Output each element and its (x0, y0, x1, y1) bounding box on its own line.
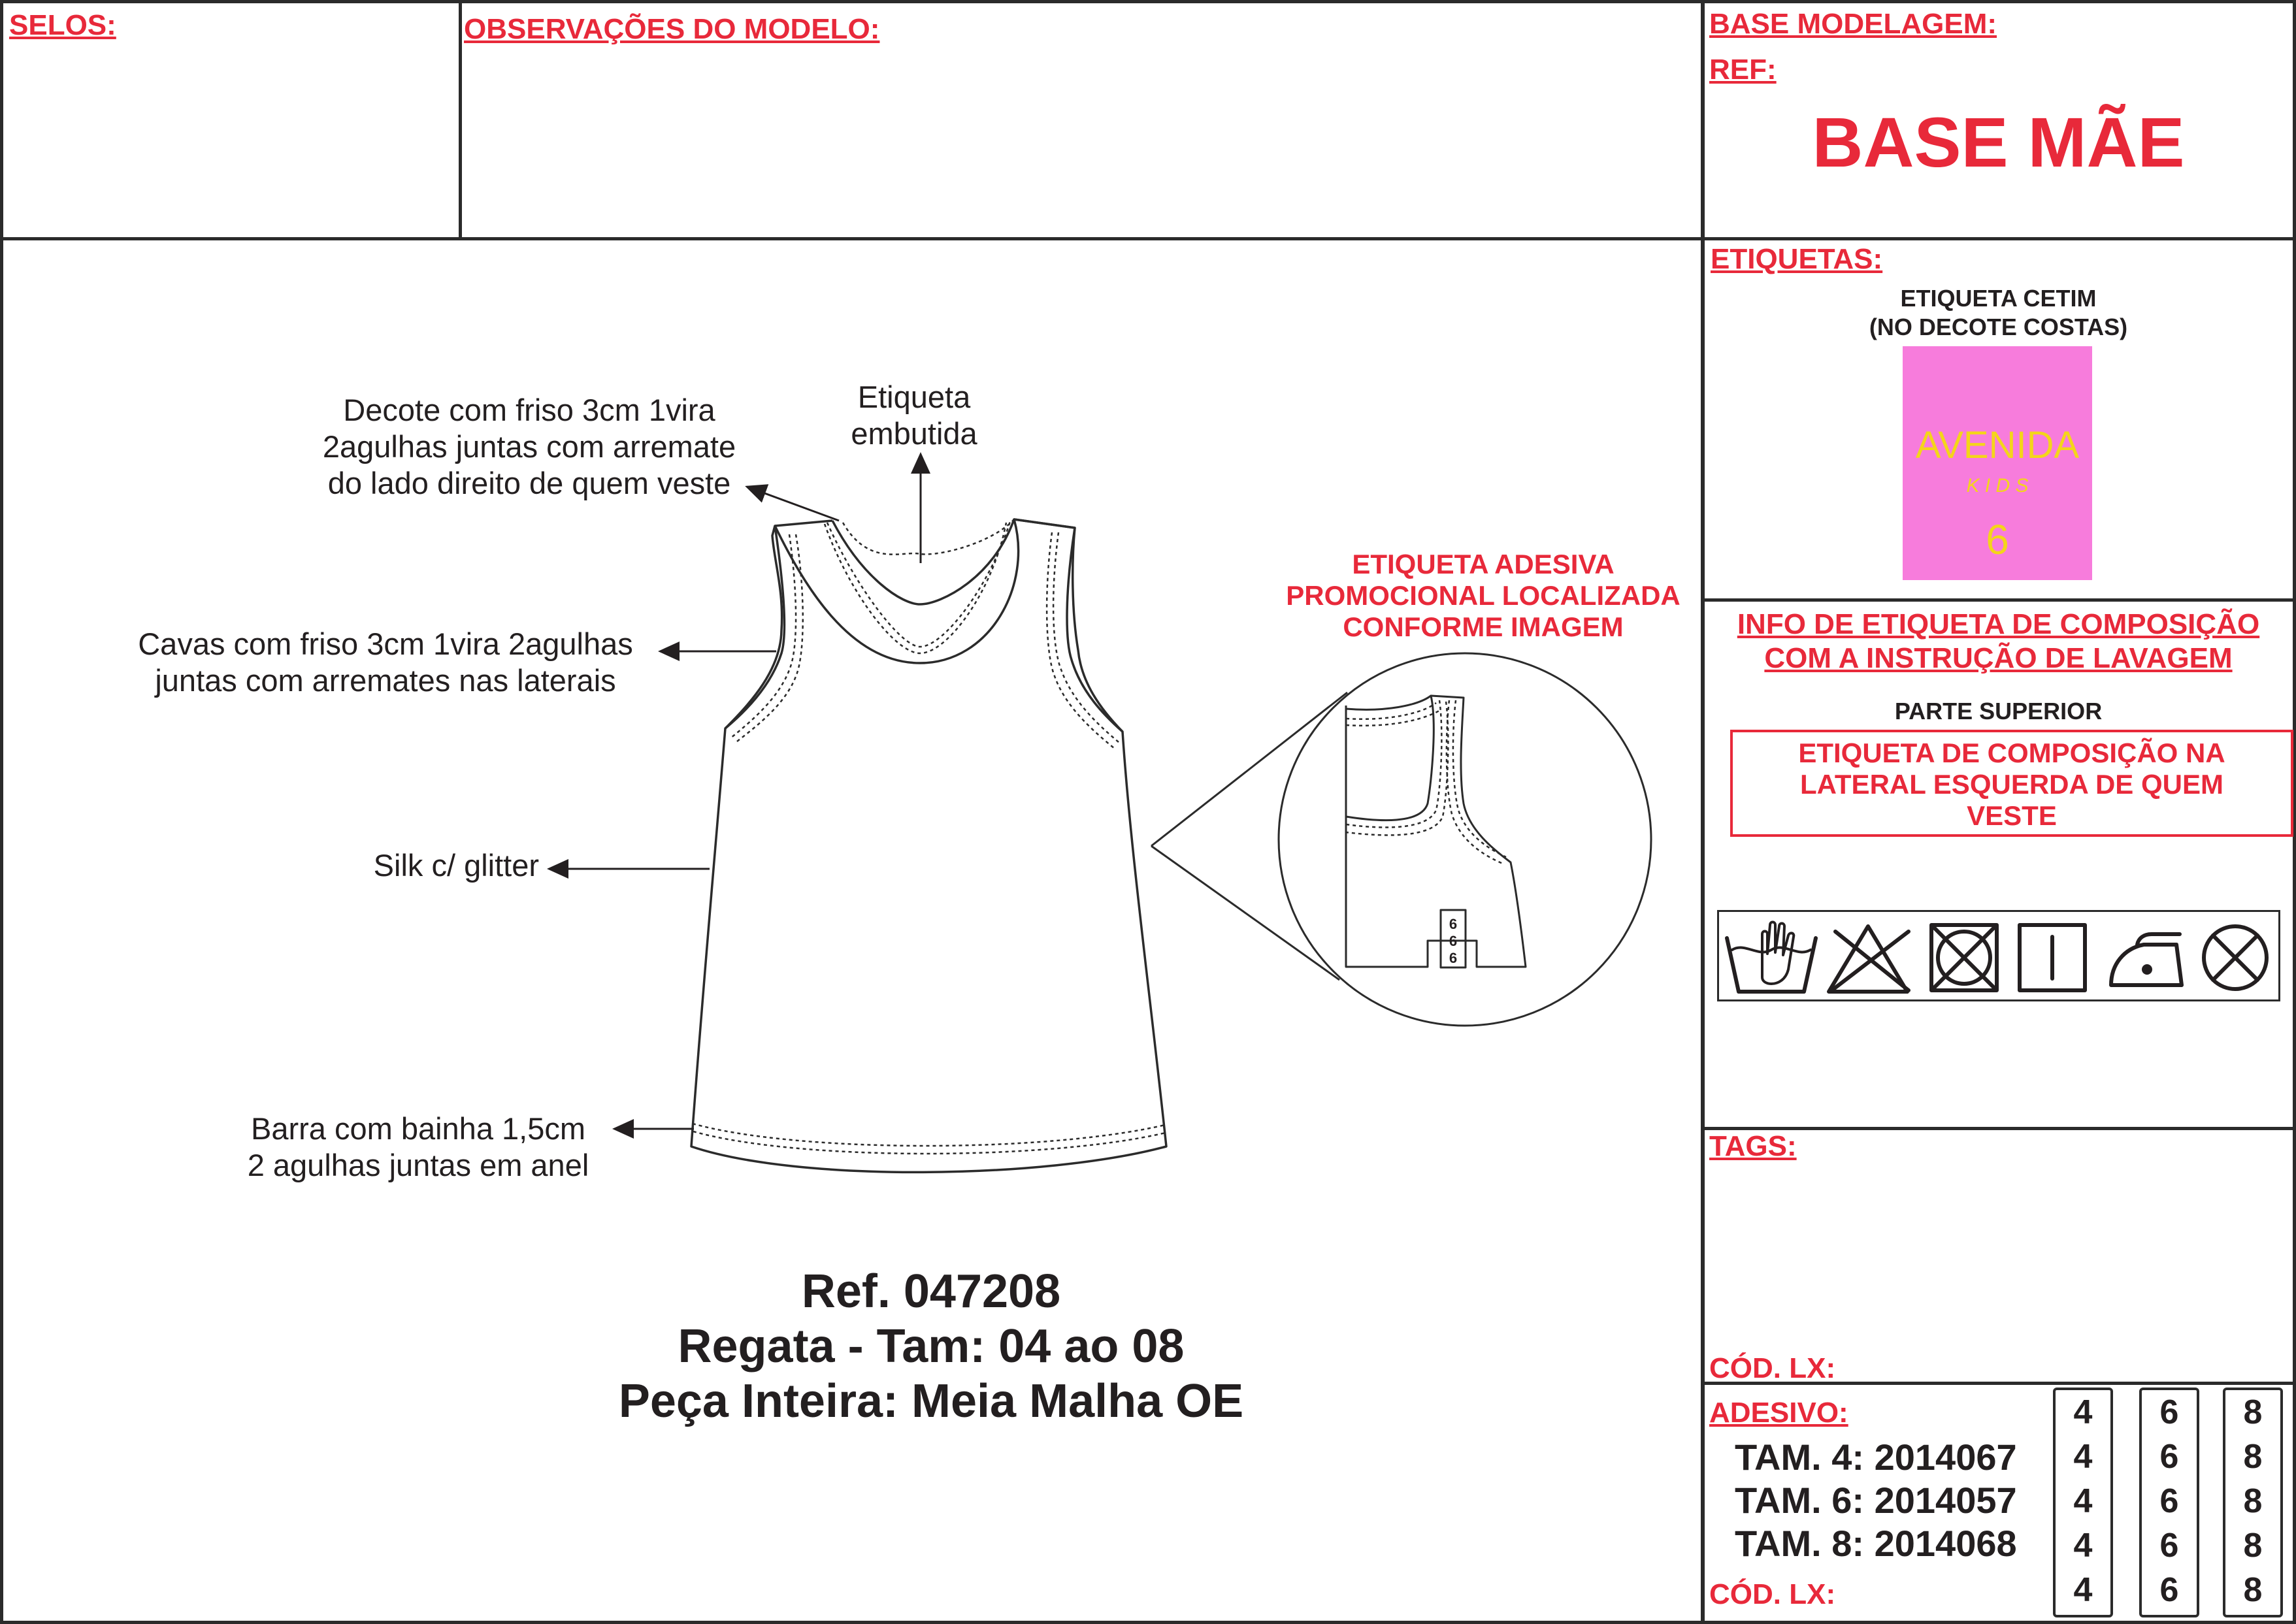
adesivo-row-8: TAM. 8: 2014068 (1735, 1523, 2017, 1564)
decote-callout: Decote com friso 3cm 1vira 2agulhas juntas com arremate do lado direito de quem veste (322, 393, 736, 500)
zoom-tag-1: 6 (1449, 916, 1458, 932)
barra-callout: Barra com bainha 1,5cm 2 agulhas juntas em anel (247, 1111, 589, 1182)
satin-label-brand: AVENIDA (1915, 424, 2080, 466)
adesivo-row-4: TAM. 4: 2014067 (1735, 1437, 2017, 1478)
zoom-circle (1279, 653, 1651, 1026)
composicao-box: ETIQUETA DE COMPOSIÇÃO NA LATERAL ESQUERDA DE QUEM VESTE (1730, 730, 2293, 837)
tags-cod-label: CÓD. LX: (1709, 1352, 1836, 1384)
selos-label: SELOS: (9, 9, 116, 41)
parte-superior-label: PARTE SUPERIOR (1894, 698, 2103, 724)
size-column-4: 4 4 4 4 4 (2053, 1388, 2113, 1617)
do-not-bleach-icon (1829, 926, 1909, 992)
etiqueta-cetim-title: ETIQUETA CETIM (NO DECOTE COSTAS) (1869, 285, 2128, 340)
composicao-panel (1701, 598, 2296, 1130)
etiqueta-embutida-callout: Etiqueta embutida (851, 380, 977, 451)
observacoes-label: OBSERVAÇÕES DO MODELO: (464, 13, 880, 45)
care-icons-strip (1717, 910, 2280, 1001)
adesivo-row-6: TAM. 6: 2014057 (1735, 1480, 2017, 1521)
product-description (457, 1264, 1405, 1429)
tags-label: TAGS: (1709, 1130, 1797, 1162)
hand-wash-icon (1727, 922, 1816, 992)
do-not-tumble-dry-icon (1931, 925, 1997, 990)
do-not-dry-clean-icon (2204, 926, 2267, 989)
base-name: BASE MÃE (1812, 103, 2185, 182)
adesiva-callout: ETIQUETA ADESIVA PROMOCIONAL LOCALIZADA CONFORME IMAGEM (1286, 549, 1681, 642)
tags-panel (1701, 1127, 2296, 1385)
ref-label: REF: (1709, 54, 1777, 86)
etiquetas-label: ETIQUETAS: (1711, 243, 1883, 275)
satin-label-brand-sub: K I D S (1966, 475, 2029, 496)
silk-callout: Silk c/ glitter (373, 848, 539, 883)
base-modelagem-label: BASE MODELAGEM: (1709, 8, 1997, 40)
adesivo-label: ADESIVO: (1709, 1397, 1848, 1429)
tank-outline (691, 519, 1166, 1172)
adesivo-cod-label: CÓD. LX: (1709, 1578, 1836, 1610)
composicao-title: INFO DE ETIQUETA DE COMPOSIÇÃO COM A INSTRUÇÃO DE LAVAGEM (1737, 608, 2260, 674)
satin-label-size: 6 (1986, 516, 2009, 563)
iron-low-icon (2111, 934, 2182, 985)
size-column-6: 6 6 6 6 6 (2139, 1388, 2199, 1617)
product-ref: Ref. 047208 (801, 1265, 1061, 1318)
product-line3: Peça Inteira: Meia Malha OE (618, 1375, 1244, 1427)
zoom-tag-2: 6 (1449, 933, 1458, 949)
satin-label (1903, 346, 2092, 580)
cavas-callout: Cavas com friso 3cm 1vira 2agulhas juntas com arremates nas laterais (138, 626, 633, 698)
size-column-8: 8 8 8 8 8 (2223, 1388, 2283, 1617)
line-dry-icon (2020, 925, 2085, 990)
product-line2: Regata - Tam: 04 ao 08 (678, 1320, 1185, 1372)
zoom-tag-3: 6 (1449, 950, 1458, 966)
